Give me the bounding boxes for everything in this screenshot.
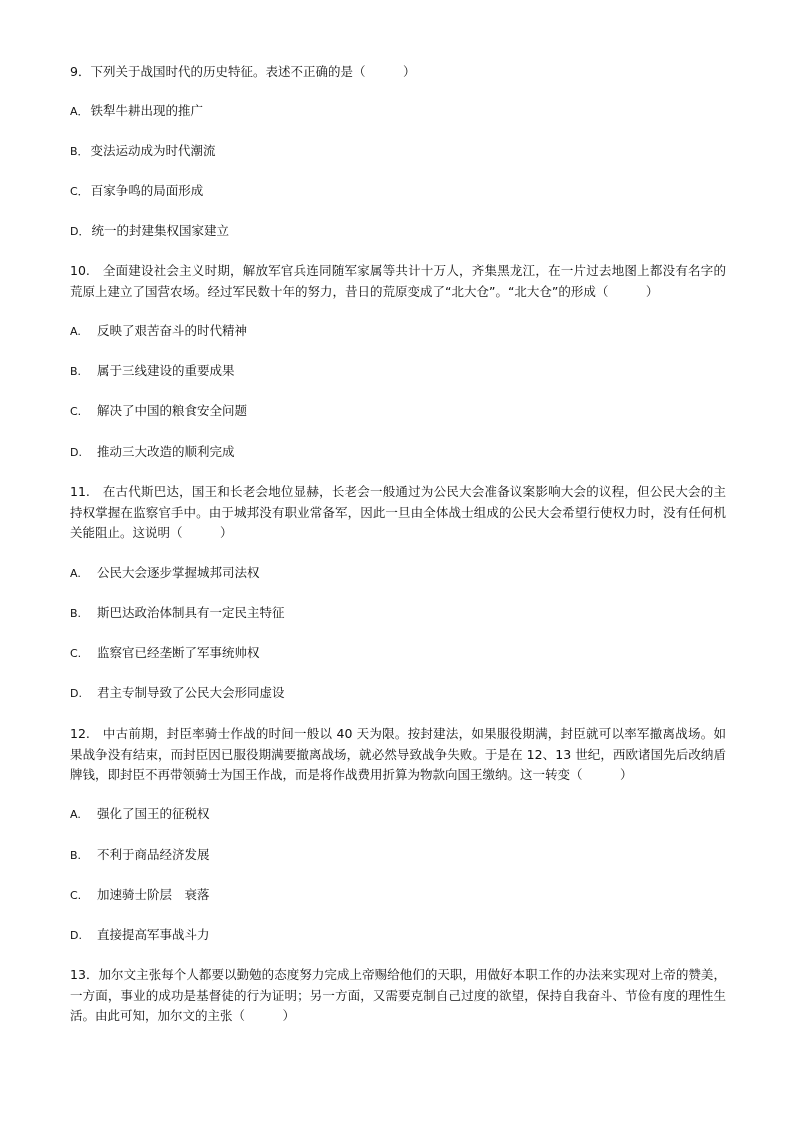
option-text: 百家争鸣的局面形成 (90, 183, 204, 198)
question-11-option-b[interactable] (70, 603, 285, 624)
question-12-option-a[interactable] (70, 804, 210, 825)
option-text: 斯巴达政治体制具有一定民主特征 (97, 605, 285, 620)
option-label: A. (70, 325, 81, 338)
option-label: B. (70, 365, 82, 378)
option-label: C. (70, 405, 82, 418)
option-text: 公民大会逐步掌握城邦司法权 (97, 565, 260, 580)
option-label: C． (70, 185, 89, 198)
question-11-option-c[interactable] (70, 643, 260, 664)
option-label: D. (70, 929, 82, 942)
question-12-stem: 12. 中古前期，封臣率骑士作战的时间一般以 40 天为限。按封建法，如果服役期满，封臣就可以率军撤离战场。如果战争没有结束，而封臣因已服役期满要撤离战场，就必然导致战争失败。于是在 12、13 世纪，西欧诸国先后改纳盾牌钱，即封臣不再带领骑士为国王作战，而是将作战费用折算为物款向国王缴纳。这一转变（ ） (70, 726, 726, 782)
option-text: 反映了艰苦奋斗的时代精神 (97, 323, 248, 338)
option-text: 君主专制导致了公民大会形同虚设 (97, 685, 285, 700)
option-text: 不利于商品经济发展 (97, 847, 210, 862)
question-10-option-d[interactable] (70, 442, 235, 463)
option-label: C. (70, 889, 82, 902)
question-9-option-a[interactable] (70, 101, 203, 122)
option-label: C. (70, 647, 82, 660)
question-9-option-b[interactable] (70, 141, 216, 162)
question-9-option-d[interactable] (70, 221, 229, 242)
option-label: D. (70, 446, 82, 459)
question-13-stem: 13．加尔文主张每个人都要以勤勉的态度努力完成上帝赐给他们的天职，用做好本职工作的办法来实现对上帝的赞美，一方面，事业的成功是基督徒的行为证明；另一方面，又需要克制自己过度的欲望，保持自我奋斗、节俭有度的理性生活。由此可知，加尔文的主张（ ） (70, 967, 726, 1023)
option-text: 属于三线建设的重要成果 (97, 363, 235, 378)
option-label: D. (70, 687, 82, 700)
option-text: 统一的封建集权国家建立 (91, 223, 229, 238)
option-label: B. (70, 607, 82, 620)
question-10-option-a[interactable] (70, 321, 247, 342)
option-text: 加速骑士阶层 衰落 (97, 887, 210, 902)
option-label: B． (70, 145, 89, 158)
option-label: D． (70, 225, 90, 238)
option-label: A. (70, 567, 81, 580)
option-text: 直接提高军事战斗力 (97, 927, 210, 942)
option-label: A. (70, 808, 81, 821)
question-9-option-c[interactable] (70, 181, 203, 202)
question-12-option-d[interactable] (70, 925, 210, 946)
question-11-option-a[interactable] (70, 563, 260, 584)
question-10-stem: 10. 全面建设社会主义时期，解放军官兵连同随军家属等共计十万人，齐集黑龙江，在一片过去地图上都没有名字的荒原上建立了国营农场。经过军民数十年的努力，昔日的荒原变成了“北大仓”。“北大仓”的形成（ ） (70, 263, 726, 299)
option-label: A． (70, 105, 89, 118)
question-10-option-c[interactable] (70, 401, 247, 422)
question-11-stem: 11. 在古代斯巴达，国王和长老会地位显赫，长老会一般通过为公民大会准备议案影响大会的议程，但公民大会的主持权掌握在监察官手中。由于城邦没有职业常备军，因此一旦由全体战士组成的公民大会希望行使权力时，没有任何机关能阻止。这说明（ ） (70, 484, 726, 540)
question-12-option-c[interactable] (70, 885, 210, 906)
option-text: 解决了中国的粮食安全问题 (97, 403, 248, 418)
question-10-option-b[interactable] (70, 361, 235, 382)
option-text: 变法运动成为时代潮流 (90, 143, 216, 158)
option-label: B. (70, 849, 82, 862)
question-12-option-b[interactable] (70, 845, 210, 866)
option-text: 推动三大改造的顺利完成 (97, 444, 235, 459)
option-text: 铁犁牛耕出现的推广 (90, 103, 204, 118)
option-text: 监察官已经垄断了军事统帅权 (97, 645, 260, 660)
option-text: 强化了国王的征税权 (97, 806, 210, 821)
question-9-stem: 9．下列关于战国时代的历史特征。表述不正确的是（ ） (70, 64, 416, 79)
question-11-option-d[interactable] (70, 683, 285, 704)
